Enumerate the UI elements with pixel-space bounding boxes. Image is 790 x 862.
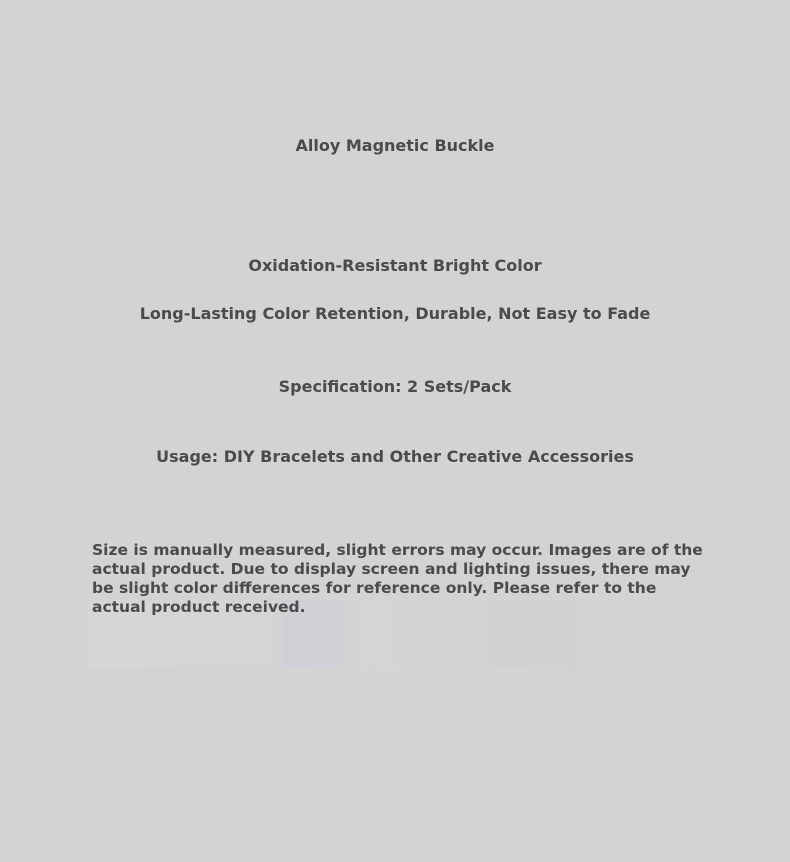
usage-text: Usage: DIY Bracelets and Other Creative Accessories	[156, 447, 634, 466]
disclaimer-text: Size is manually measured, slight errors may occur. Images are of the actual product. Due to display screen and lighting issues, there may be slight color differences for reference only. Please refer to the actual product received.	[92, 541, 703, 616]
product-title: Alloy Magnetic Buckle	[295, 136, 495, 155]
feature-color-retention: Long-Lasting Color Retention, Durable, Not Easy to Fade	[139, 304, 651, 323]
specification-text: Specification: 2 Sets/Pack	[278, 377, 512, 396]
feature-oxidation-resistant: Oxidation-Resistant Bright Color	[248, 256, 542, 275]
